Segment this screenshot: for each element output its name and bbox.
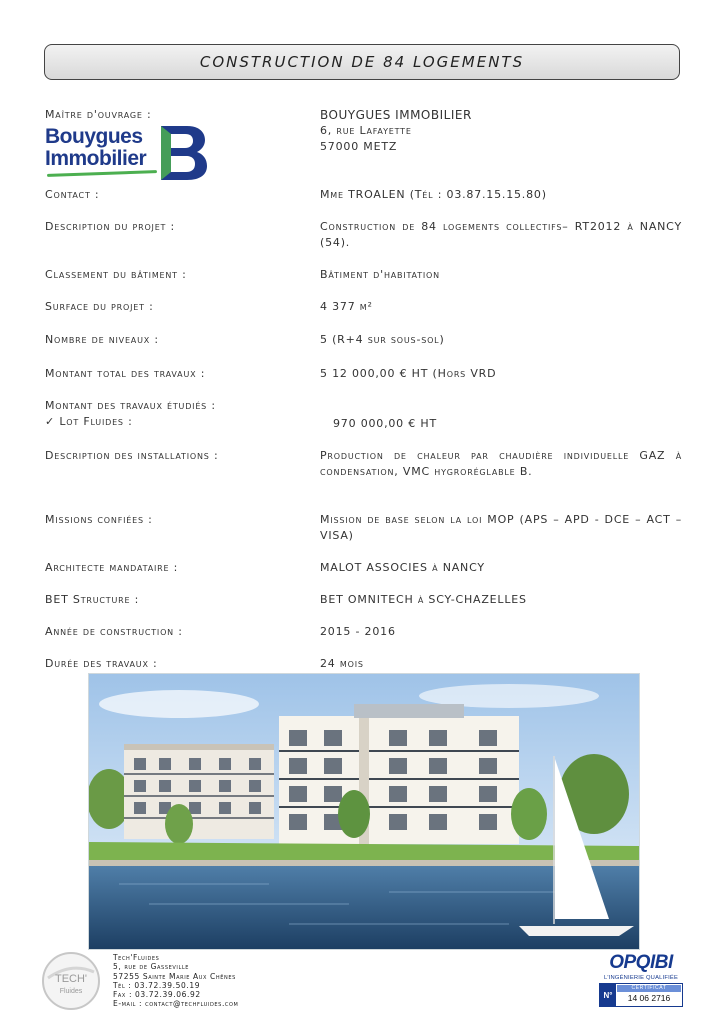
bet-label: BET Structure :	[45, 593, 140, 606]
company-email: E-mail : contact@techfluides.com	[113, 999, 239, 1009]
certificate-box	[599, 983, 683, 1007]
montant-etudies-label: Montant des travaux étudiés :	[45, 399, 216, 412]
client-label: Maître d'ouvrage :	[45, 108, 152, 121]
montant-total-label: Montant total des travaux :	[45, 367, 206, 380]
classement-value: Bâtiment d'habitation	[320, 268, 440, 281]
client-address-line1: 6, rue Lafayette	[320, 124, 412, 137]
client-name: BOUYGUES IMMOBILIER	[320, 108, 472, 122]
bouygues-immobilier-logo	[45, 124, 210, 182]
certificate-number: 14 06 2716	[627, 993, 671, 1003]
techfluides-logo-line2: Fluides	[59, 988, 83, 995]
building-photo	[88, 673, 640, 950]
architecte-label: Architecte mandataire :	[45, 561, 179, 574]
logo-swoosh	[47, 170, 157, 177]
niveaux-label: Nombre de niveaux :	[45, 333, 159, 346]
logo-text-line2: Immobilier	[45, 147, 147, 170]
description-label: Description du projet :	[45, 220, 176, 233]
surface-value: 4 377 m²	[320, 300, 373, 313]
opqibi-certification	[598, 952, 684, 1008]
page-title: CONSTRUCTION DE 84 LOGEMENTS	[199, 53, 525, 71]
duree-value: 24 mois	[320, 657, 364, 670]
missions-label: Missions confiées :	[45, 513, 153, 526]
company-info	[113, 953, 238, 1009]
lot-fluides-label: ✓ Lot Fluides :	[45, 415, 133, 428]
opqibi-logo: OPQIBI	[609, 952, 673, 973]
logo-b-icon	[159, 124, 209, 182]
surface-label: Surface du projet :	[45, 300, 154, 313]
architecte-value: MALOT ASSOCIES à NANCY	[320, 561, 485, 574]
page-title-box	[44, 44, 680, 80]
installations-value: Production de chaleur par chaudière individuelle GAZ à condensation, VMC hygroréglable B.	[320, 449, 682, 478]
installations-label: Description des installations :	[45, 449, 219, 462]
techfluides-logo-line1: TECH'	[54, 973, 88, 985]
duree-label: Durée des travaux :	[45, 657, 158, 670]
description-value: Construction de 84 logements collectifs– RT2012 à NANCY (54).	[320, 220, 682, 249]
bet-value: BET OMNITECH à SCY-CHAZELLES	[320, 593, 527, 606]
lot-fluides-value: 970 000,00 € HT	[333, 417, 437, 430]
missions-value: Mission de base selon la loi MOP (APS – APD - DCE – ACT – VISA)	[320, 513, 682, 542]
classement-label: Classement du bâtiment :	[45, 268, 187, 281]
montant-total-value: 5 12 000,00 € HT (Hors VRD	[320, 367, 497, 380]
company-name: Tech'Fluides	[113, 953, 160, 962]
client-address-line2: 57000 METZ	[320, 140, 398, 153]
certificate-label: CERTIFICAT	[617, 985, 681, 992]
techfluides-logo	[40, 950, 102, 1012]
logo-text-line1: Bouygues	[45, 125, 143, 148]
opqibi-tagline: L'INGÉNIERIE QUALIFIÉE	[603, 975, 679, 981]
niveaux-value: 5 (R+4 sur sous-sol)	[320, 333, 445, 346]
company-fax: Fax : 03.72.39.06.92	[113, 990, 201, 1000]
certificate-n-label: N°	[600, 984, 616, 1006]
annee-label: Année de construction :	[45, 625, 183, 638]
contact-label: Contact :	[45, 188, 100, 201]
contact-value: Mme TROALEN (Tél : 03.87.15.15.80)	[320, 188, 547, 201]
company-street: 5, rue de Gasseville	[113, 962, 189, 972]
company-city: 57255 Sainte Marie Aux Chênes	[113, 971, 236, 981]
annee-value: 2015 - 2016	[320, 625, 396, 638]
company-tel: Tél : 03.72.39.50.19	[113, 980, 201, 990]
building-illustration	[89, 674, 639, 949]
